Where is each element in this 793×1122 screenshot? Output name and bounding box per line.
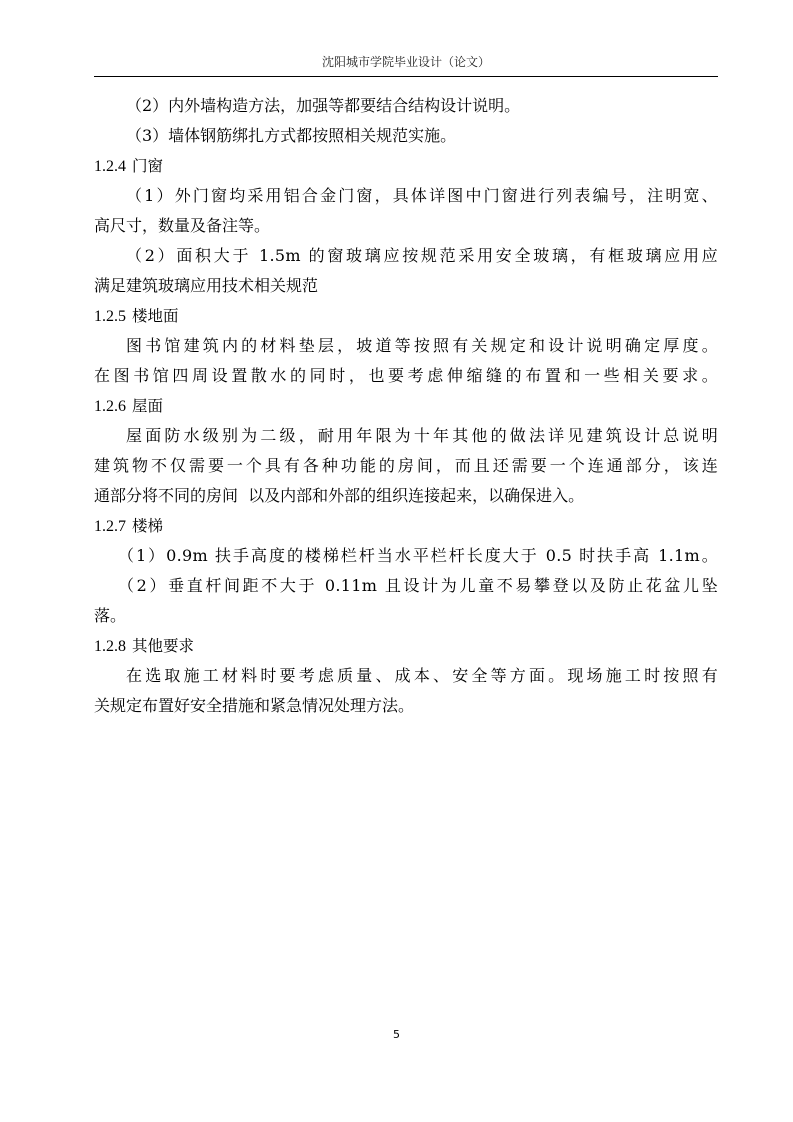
paragraph-line: （2）内外墙构造方法，加强等都要结合结构设计说明。 <box>126 96 521 115</box>
paragraph-line: （3）墙体钢筋绑扎方式都按照相关规范实施。 <box>126 126 457 145</box>
paragraph-line: （1）0.9m 扶手高度的楼梯栏杆当水平栏杆长度大于 0.5 时扶手高 1.1m。 <box>118 546 718 565</box>
section-number: 1.2.7 <box>94 518 126 535</box>
paragraph-line: （2）垂直杆间距不大于 0.11m 且设计为儿童不易攀登以及防止花盆儿坠 <box>118 576 718 595</box>
page-number: 5 <box>393 1028 400 1041</box>
section-heading-1-2-7 <box>94 511 718 541</box>
section-number: 1.2.8 <box>94 638 126 655</box>
section-title: 屋面 <box>132 397 164 415</box>
section-heading-1-2-8 <box>94 631 718 661</box>
section-number: 1.2.4 <box>94 158 126 175</box>
paragraph-line: 关规定布置好安全措施和紧急情况处理方法。 <box>94 696 415 715</box>
paragraph-line: 高尺寸，数量及备注等。 <box>94 216 271 235</box>
paragraph-line: 建筑物不仅需要一个具有各种功能的房间，而且还需要一个连通部分，该连 <box>94 456 718 475</box>
section-heading-1-2-6 <box>94 391 718 421</box>
section-heading-1-2-5 <box>94 301 718 331</box>
section-title: 门窗 <box>132 157 164 175</box>
paragraph-line: （1）外门窗均采用铝合金门窗，具体详图中门窗进行列表编号，注明宽、 <box>126 186 718 205</box>
paragraph-line: 通部分将不同的房间 以及内部和外部的组织连接起来，以确保进入。 <box>94 486 585 505</box>
section-number: 1.2.6 <box>94 398 126 415</box>
section-title: 其他要求 <box>132 637 195 655</box>
page-header: 沈阳城市学院毕业设计（论文） <box>321 55 490 69</box>
section-title: 楼梯 <box>132 517 164 535</box>
paragraph-line: （2）面积大于 1.5m 的窗玻璃应按规范采用安全玻璃，有框玻璃应用应 <box>126 246 718 265</box>
document-body <box>94 91 718 721</box>
section-title: 楼地面 <box>132 307 179 325</box>
header-divider <box>94 76 718 77</box>
paragraph-line: 屋面防水级别为二级，耐用年限为十年其他的做法详见建筑设计总说明 <box>126 426 718 445</box>
paragraph-line: 在图书馆四周设置散水的同时，也要考虑伸缩缝的布置和一些相关要求。 <box>94 366 718 385</box>
section-number: 1.2.5 <box>94 308 126 325</box>
paragraph-line: 满足建筑玻璃应用技术相关规范 <box>94 276 319 295</box>
section-heading-1-2-4 <box>94 151 718 181</box>
paragraph-line: 落。 <box>94 606 127 625</box>
paragraph-line: 在选取施工材料时要考虑质量、成本、安全等方面。现场施工时按照有 <box>126 666 718 685</box>
paragraph-line: 图书馆建筑内的材料垫层，坡道等按照有关规定和设计说明确定厚度。 <box>126 336 718 355</box>
